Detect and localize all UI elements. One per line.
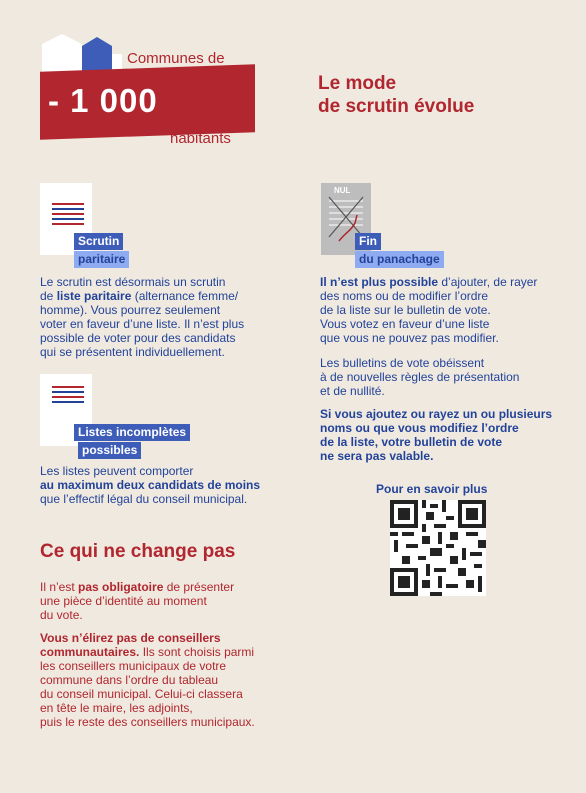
text-span: Il n’est xyxy=(40,580,79,594)
text-span: de xyxy=(40,289,57,303)
scrutin-tag xyxy=(74,232,129,268)
title-line-2: de scrutin évolue xyxy=(318,96,475,117)
panachage-line xyxy=(320,275,580,289)
text-bold: communautaires. xyxy=(40,645,140,659)
title-line-1: Le mode xyxy=(318,73,397,94)
text-span: de présenter xyxy=(163,580,235,594)
unchanged-text-1 xyxy=(40,580,300,622)
page-title xyxy=(318,72,474,118)
panachage-line: ne sera pas valable. xyxy=(320,449,434,463)
panachage-text-2 xyxy=(320,356,580,398)
qr-code-graphic xyxy=(390,500,486,596)
text-bold: pas obligatoire xyxy=(78,580,164,594)
text-bold: Vous n’élirez pas de conseillers xyxy=(40,631,221,645)
panachage-line: Vous votez en faveur d’une liste xyxy=(320,317,490,331)
unchanged-text-2 xyxy=(40,631,310,729)
scrutin-line: qui se présentent individuellement. xyxy=(40,345,225,359)
scrutin-line xyxy=(40,289,290,303)
unchanged-line: les conseillers municipaux de votre xyxy=(40,659,227,673)
more-info-label: Pour en savoir plus xyxy=(376,482,488,496)
panachage-line: de la liste sur le bulletin de vote. xyxy=(320,303,491,317)
text-span: (alternance femme/ xyxy=(131,289,239,303)
panachage-text-3 xyxy=(320,407,585,463)
text-bold: liste paritaire xyxy=(56,289,132,303)
unchanged-title: Ce qui ne change pas xyxy=(40,541,236,562)
scrutin-tag-line1: Scrutin xyxy=(74,233,123,250)
qr-code-icon[interactable] xyxy=(390,500,486,596)
text-span: Ils sont choisis parmi xyxy=(139,645,255,659)
panachage-text-1 xyxy=(320,275,580,345)
nul-label: NUL xyxy=(334,186,351,195)
panachage-line: Si vous ajoutez ou rayez un ou plusieurs xyxy=(320,407,553,421)
panachage-line: à de nouvelles règles de présentation xyxy=(320,370,520,384)
listes-tag-line2: possibles xyxy=(78,442,141,459)
unchanged-line: commune dans l’ordre du tableau xyxy=(40,673,219,687)
unchanged-line xyxy=(40,645,310,659)
panachage-tag-line2: du panachage xyxy=(355,251,444,268)
communes-label: Communes de xyxy=(127,50,225,67)
unchanged-line: du conseil municipal. Celui-ci classera xyxy=(40,687,243,701)
unchanged-line: en tête le maire, les adjoints, xyxy=(40,701,193,715)
text-span: d’ajouter, de rayer xyxy=(438,275,538,289)
panachage-line: de la liste, votre bulletin de vote xyxy=(320,435,503,449)
text-bold: Il n’est plus possible xyxy=(320,275,439,289)
listes-tag-line1: Listes incomplètes xyxy=(74,424,190,441)
listes-line: Les listes peuvent comporter xyxy=(40,464,194,478)
listes-line xyxy=(40,478,300,492)
scrutin-text xyxy=(40,275,290,359)
panachage-tag-line1: Fin xyxy=(355,233,381,250)
scrutin-line: voter en faveur d’une liste. Il n’est plus xyxy=(40,317,245,331)
scrutin-tag-line2: paritaire xyxy=(74,251,129,268)
listes-tag xyxy=(74,423,190,459)
scrutin-line: homme). Vous pourrez seulement xyxy=(40,303,221,317)
scrutin-line: possible de voter pour des candidats xyxy=(40,331,236,345)
unchanged-line xyxy=(40,631,310,645)
habitants-label: habitants xyxy=(170,130,231,147)
unchanged-line xyxy=(40,580,300,594)
unchanged-line: une pièce d’identité au moment xyxy=(40,594,207,608)
panachage-line: des noms ou de modifier l’ordre xyxy=(320,289,489,303)
scrutin-line: Le scrutin est désormais un scrutin xyxy=(40,275,226,289)
unchanged-line: du vote. xyxy=(40,608,83,622)
panachage-line: Les bulletins de vote obéissent xyxy=(320,356,485,370)
unchanged-line: puis le reste des conseillers municipaux. xyxy=(40,715,255,729)
panachage-line: et de nullité. xyxy=(320,384,385,398)
panachage-line: noms ou que vous modifiez l’ordre xyxy=(320,421,519,435)
text-bold: au maximum deux candidats de moins xyxy=(40,478,261,492)
listes-line: que l’effectif légal du conseil municipal. xyxy=(40,492,248,506)
panachage-tag xyxy=(355,232,444,268)
population-number: - 1 000 xyxy=(48,82,158,119)
panachage-line: que vous ne pouvez pas modifier. xyxy=(320,331,499,345)
listes-text xyxy=(40,464,300,506)
